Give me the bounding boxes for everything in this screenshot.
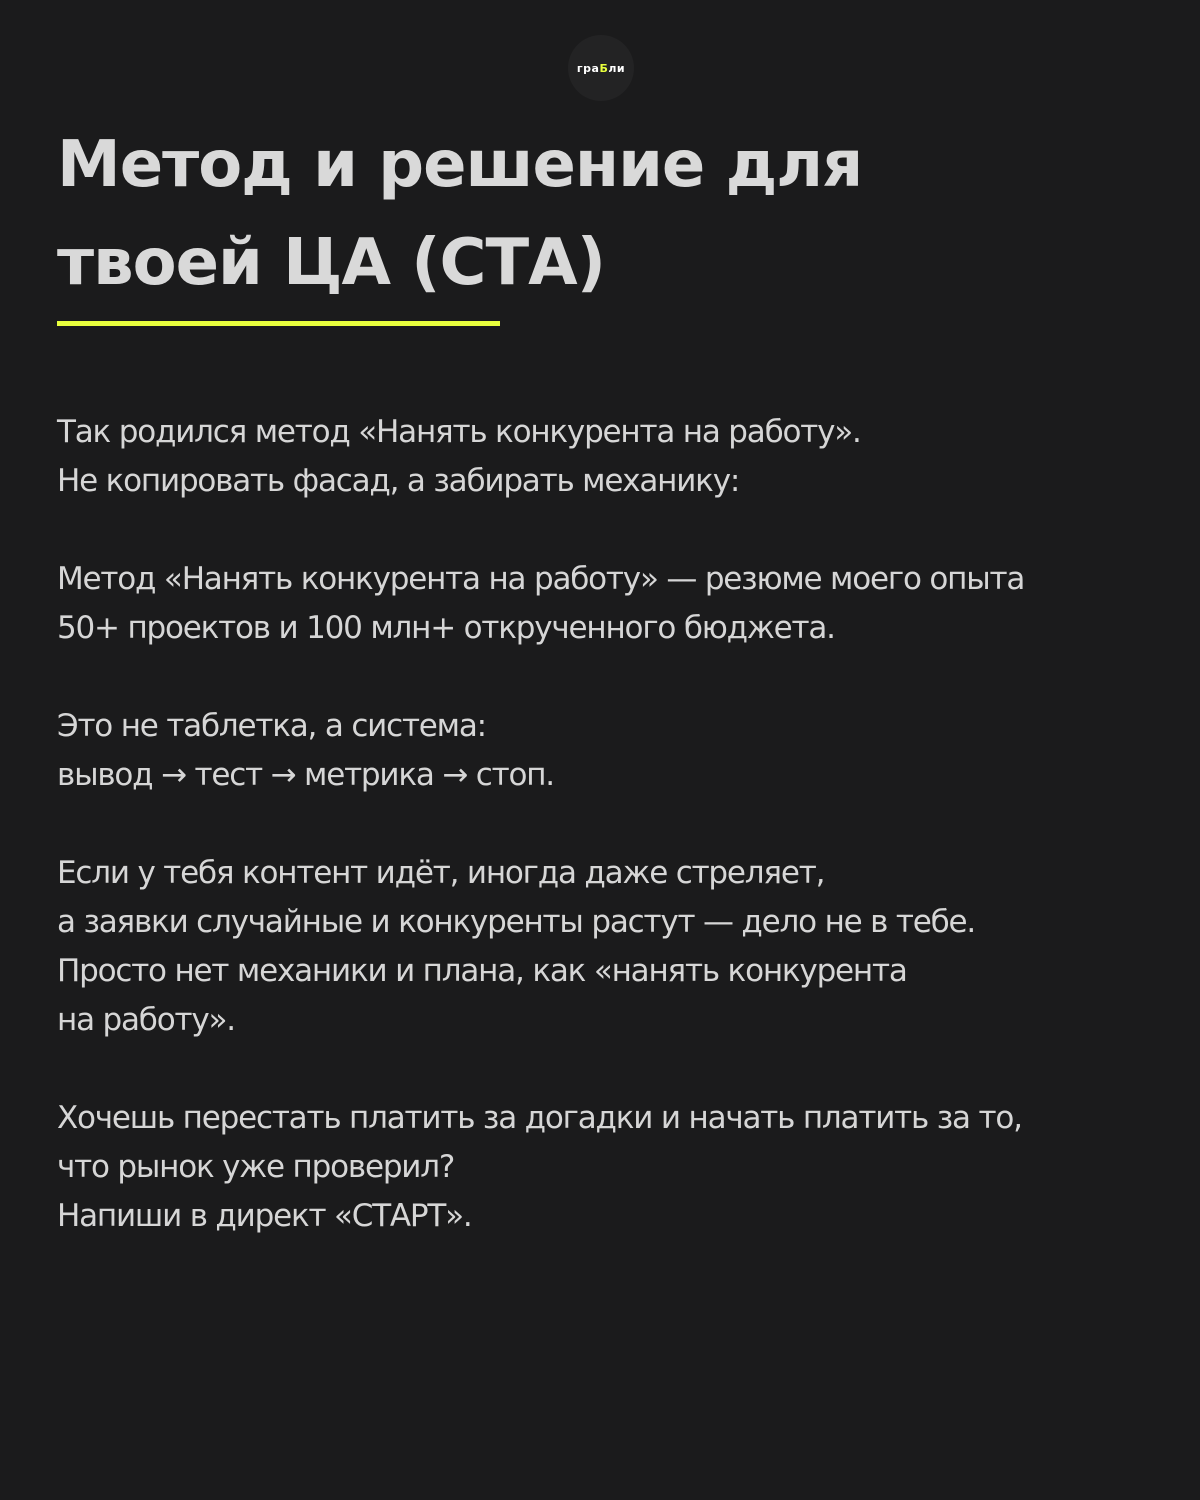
- title-line: твоей ЦА (СТА): [57, 226, 605, 300]
- text-line: вывод → тест → метрика → стоп.: [57, 757, 554, 793]
- text-line: Хочешь перестать платить за догадки и начать платить за то,: [57, 1100, 1022, 1136]
- logo-text-accent: Б: [599, 61, 609, 75]
- text-line: Просто нет механики и плана, как «нанять конкурента: [57, 953, 907, 989]
- paragraph-call-to-action: [57, 1094, 1157, 1241]
- text-line: что рынок уже проверил?: [57, 1149, 455, 1185]
- logo-text-start: гра: [576, 61, 600, 75]
- text-line: 50+ проектов и 100 млн+ открученного бюджета.: [57, 610, 835, 646]
- paragraph-problem: [57, 849, 1157, 1045]
- paragraph-experience: [57, 555, 1157, 653]
- text-line: Это не таблетка, а система:: [57, 708, 486, 744]
- text-line: Если у тебя контент идёт, иногда даже стреляет,: [57, 855, 825, 891]
- body-text: [57, 408, 1157, 1241]
- paragraph-system: [57, 702, 1157, 800]
- text-line: а заявки случайные и конкуренты растут — дело не в тебе.: [57, 904, 976, 940]
- text-line: Метод «Нанять конкурента на работу» — резюме моего опыта: [57, 561, 1025, 597]
- text-line: Не копировать фасад, а забирать механику:: [57, 463, 740, 499]
- title-line: Метод и решение для: [57, 128, 863, 202]
- brand-logo: [568, 35, 634, 101]
- page-title: [57, 116, 1157, 312]
- title-underline: [57, 321, 500, 326]
- text-line: Так родился метод «Нанять конкурента на работу».: [57, 414, 861, 450]
- paragraph-method-origin: [57, 408, 1157, 506]
- logo-text-end: ли: [608, 61, 626, 75]
- text-line: Напиши в директ «СТАРТ».: [57, 1198, 472, 1234]
- text-line: на работу».: [57, 1002, 235, 1038]
